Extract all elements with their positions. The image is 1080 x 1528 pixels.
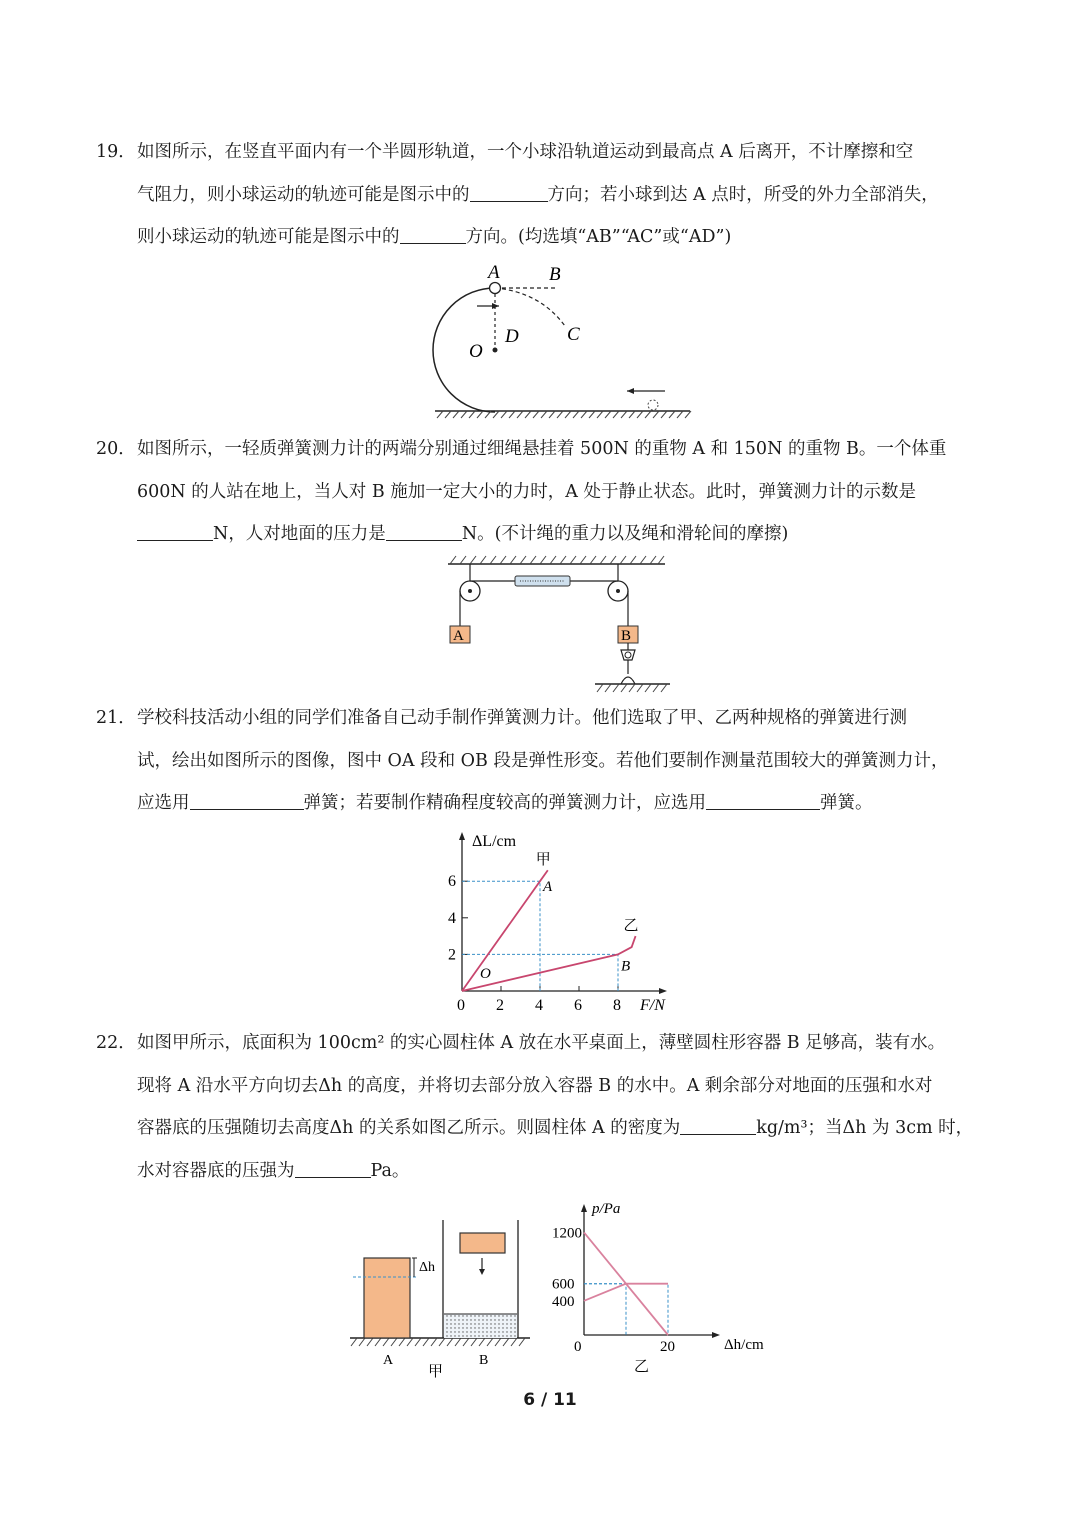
x-axis-arrow bbox=[659, 988, 667, 994]
water bbox=[444, 1314, 517, 1338]
svg-text:C: C bbox=[567, 324, 580, 345]
svg-text:B: B bbox=[479, 1353, 489, 1368]
svg-text:Δh: Δh bbox=[419, 1260, 436, 1275]
question-text-line: 如图所示，在竖直平面内有一个半圆形轨道，一个小球沿轨道运动到最高点 A 后离开，不计摩擦和空 bbox=[137, 142, 914, 162]
y-tick-label: 2 bbox=[448, 946, 456, 964]
question-number: 22． bbox=[96, 1033, 136, 1053]
svg-text:D: D bbox=[505, 326, 519, 347]
svg-text:B: B bbox=[621, 628, 632, 644]
series-line bbox=[462, 870, 548, 991]
x-axis-arrow bbox=[712, 1332, 720, 1338]
svg-text:A: A bbox=[453, 628, 464, 644]
question-20 bbox=[96, 428, 986, 556]
question-number: 21． bbox=[96, 708, 136, 728]
question-22 bbox=[96, 1022, 986, 1192]
x-tick-label: 2 bbox=[496, 997, 504, 1014]
y-tick-label: 6 bbox=[448, 873, 456, 891]
pressure-chart bbox=[540, 1195, 780, 1380]
y-axis-arrow bbox=[459, 832, 465, 840]
cut-piece bbox=[460, 1233, 505, 1253]
ball-at-a bbox=[490, 283, 501, 294]
answer-blank[interactable] bbox=[295, 1155, 371, 1178]
x-axis-label: Δh/cm bbox=[724, 1337, 764, 1353]
y-tick-label: 400 bbox=[552, 1293, 575, 1310]
x-tick-label: 8 bbox=[613, 997, 621, 1014]
question-text-line: 气阻力，则小球运动的轨迹可能是图示中的 方向；若小球到达 A 点时，所受的外力全部消失， bbox=[96, 174, 986, 217]
x-tick-label: 20 bbox=[660, 1339, 675, 1355]
answer-blank[interactable] bbox=[470, 179, 548, 202]
path-ac bbox=[495, 288, 565, 326]
x-tick-label: 4 bbox=[535, 997, 543, 1014]
x-tick-label: 0 bbox=[574, 1339, 582, 1355]
svg-text:A: A bbox=[383, 1353, 394, 1368]
question-text-line: 容器底的压强随切去高度Δh 的关系如图乙所示。则圆柱体 A 的密度为 kg/m³；当Δh 为 3cm 时， bbox=[96, 1107, 986, 1150]
y-axis-arrow bbox=[581, 1204, 587, 1212]
series-label: 乙 bbox=[623, 918, 639, 935]
answer-blank[interactable] bbox=[706, 787, 820, 810]
series-label: 甲 bbox=[535, 852, 551, 869]
point-label: B bbox=[621, 958, 631, 975]
down-arrow bbox=[479, 1269, 485, 1275]
svg-text:甲: 甲 bbox=[428, 1364, 444, 1380]
answer-blank[interactable] bbox=[680, 1112, 756, 1135]
ground-hatch bbox=[437, 411, 691, 418]
x-tick-label: 0 bbox=[457, 997, 465, 1014]
y-axis-label: p/Pa bbox=[592, 1201, 621, 1217]
question-text-line: 如图所示，一轻质弹簧测力计的两端分别通过细绳悬挂着 500N 的重物 A 和 150N 的重物 B。一个体重 bbox=[137, 439, 947, 459]
answer-blank[interactable] bbox=[137, 518, 213, 541]
question-19 bbox=[96, 131, 986, 259]
y-tick-label: 600 bbox=[552, 1276, 575, 1293]
question-text-line: 试，绘出如图所示的图像，图中 OA 段和 OB 段是弹性形变。若他们要制作测量范围较大的弹簧测力计， bbox=[137, 750, 949, 771]
center-o bbox=[493, 348, 498, 353]
svg-text:O: O bbox=[469, 341, 483, 362]
pulley-spring-figure bbox=[440, 552, 680, 697]
x-tick-label: 6 bbox=[574, 997, 582, 1014]
question-text-line: 应选用 弹簧；若要制作精确程度较高的弹簧测力计，应选用 弹簧。 bbox=[96, 782, 986, 825]
answer-blank[interactable] bbox=[386, 518, 462, 541]
answer-blank[interactable] bbox=[400, 221, 466, 244]
question-text-line: 水对容器底的压强为 Pa。 bbox=[96, 1150, 986, 1193]
page-number: 6 / 11 bbox=[523, 1390, 577, 1410]
y-tick-label: 4 bbox=[448, 909, 456, 927]
question-text-line: 现将 A 沿水平方向切去Δh 的高度，并将切去部分放入容器 B 的水中。A 剩余部分对地面的压强和水对 bbox=[137, 1075, 933, 1096]
question-text-line: N，人对地面的压力是 N。(不计绳的重力以及绳和滑轮间的摩擦) bbox=[96, 513, 986, 556]
point-label: A bbox=[543, 879, 553, 896]
y-axis-label: ΔL/cm bbox=[472, 833, 517, 850]
question-text-line: 则小球运动的轨迹可能是图示中的 方向。(均选填“AB”“AC”或“AD”) bbox=[96, 216, 986, 259]
series-line bbox=[462, 936, 636, 991]
cylinder-a bbox=[364, 1258, 410, 1338]
question-text-line: 学校科技活动小组的同学们准备自己动手制作弹簧测力计。他们选取了甲、乙两种规格的弹簧进行测 bbox=[137, 708, 907, 728]
question-text-line: 如图甲所示，底面积为 100cm² 的实心圆柱体 A 放在水平桌面上，薄壁圆柱形容器 B 足够高，装有水。 bbox=[137, 1033, 946, 1053]
panel-label: 乙 bbox=[634, 1359, 650, 1375]
question-number: 20． bbox=[96, 439, 136, 459]
spring-extension-chart bbox=[430, 826, 680, 1016]
ball-start bbox=[648, 400, 658, 410]
x-axis-label: F/N bbox=[640, 997, 665, 1014]
question-text-line: 600N 的人站在地上，当人对 B 施加一定大小的力时，A 处于静止状态。此时，弹簧测力计的示数是 bbox=[137, 481, 916, 502]
incoming-arrow bbox=[627, 388, 634, 394]
svg-text:B: B bbox=[549, 264, 561, 285]
cylinder-container-figure bbox=[345, 1210, 535, 1385]
origin-label: O bbox=[480, 966, 491, 982]
semicircle-track-figure bbox=[425, 258, 700, 423]
answer-blank[interactable] bbox=[190, 787, 304, 810]
y-tick-label: 1200 bbox=[552, 1225, 582, 1242]
question-21 bbox=[96, 697, 986, 825]
question-number: 19． bbox=[96, 142, 136, 162]
svg-text:A: A bbox=[488, 262, 500, 283]
